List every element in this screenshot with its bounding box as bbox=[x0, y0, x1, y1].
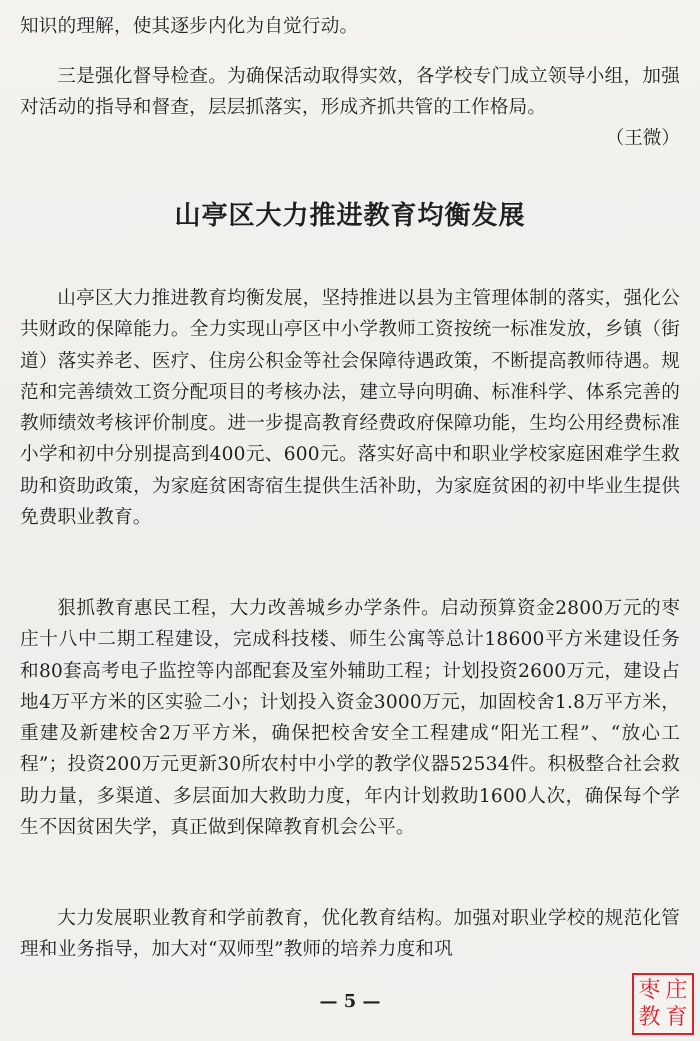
paragraph-education-projects: 狠抓教育惠民工程，大力改善城乡办学条件。启动预算资金2800万元的枣庄十八中二期工程建设，完成科技楼、师生公寓等总计18600平方米建设任务和80套高考电子监控等内部配套及室外辅助工程；计划投资2600万元，建设占地4万平方米的区实验二小；计划投入资金3000万元，加固校舍1.8万平方米，重建及新建校舍2万平方米，确保把校舍安全工程建成“阳光工程”、“放心工程”；投资200万元更新30所农村中小学的教学仪器52534件。积极整合社会救助力量，多渠道、多层面加大救助力度，年内计划救助1600人次，确保每个学生不因贫困失学，真正做到保障教育机会公平。 bbox=[20, 598, 680, 839]
seal-char-1: 枣 bbox=[638, 977, 661, 1003]
red-seal-stamp bbox=[632, 973, 694, 1035]
paragraph-supervision: 三是强化督导检查。为确保活动取得实效，各学校专门成立领导小组，加强对活动的指导和督查，层层抓落实，形成齐抓共管的工作格局。 bbox=[20, 66, 680, 119]
author-byline: （王微） bbox=[605, 128, 680, 149]
seal-char-4: 育 bbox=[665, 1004, 688, 1030]
page-number: — 5 — bbox=[319, 991, 381, 1012]
seal-char-2: 庄 bbox=[665, 977, 688, 1003]
paragraph-balance-development: 山亭区大力推进教育均衡发展，坚持推进以县为主管理体制的落实，强化公共财政的保障能力。全力实现山亭区中小学教师工资按统一标准发放，乡镇（街道）落实养老、医疗、住房公积金等社会保障待遇政策，不断提高教师待遇。规范和完善绩效工资分配项目的考核办法，建立导向明确、标准科学、体系完善的教师绩效考核评价制度。进一步提高教育经费政府保障功能，生均公用经费标准小学和初中分别提高到400元、600元。落实好高中和职业学校家庭困难学生救助和资助政策，为家庭贫困寄宿生提供生活补助，为家庭贫困的初中毕业生提供免费职业教育。 bbox=[20, 288, 680, 529]
seal-char-3: 教 bbox=[638, 1004, 661, 1030]
article-title: 山亭区大力推进教育均衡发展 bbox=[174, 201, 526, 231]
paragraph-intro-tail: 知识的理解，使其逐步内化为自觉行动。 bbox=[20, 16, 359, 37]
paragraph-vocational-education: 大力发展职业教育和学前教育，优化教育结构。加强对职业学校的规范化管理和业务指导，加大对“双师型”教师的培养力度和巩 bbox=[20, 908, 680, 961]
